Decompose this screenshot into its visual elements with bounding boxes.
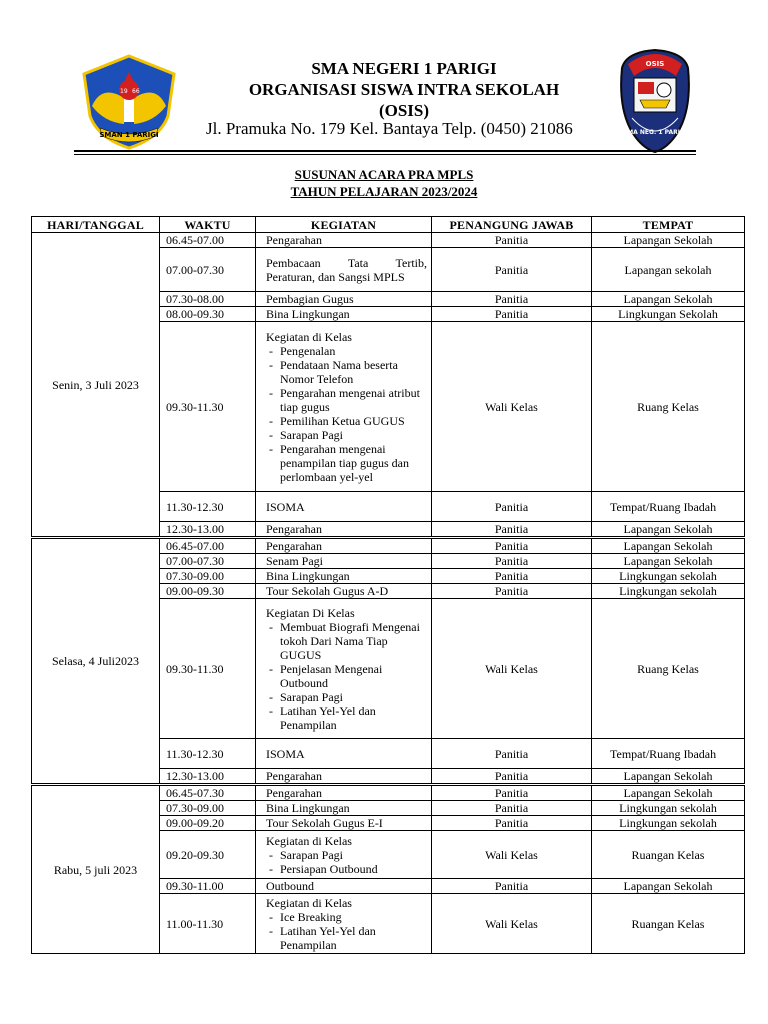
place-cell: Lingkungan Sekolah [592, 307, 745, 322]
activity-list [266, 620, 427, 732]
pic-cell: Panitia [432, 292, 592, 307]
place-cell: Tempat/Ruang Ibadah [592, 492, 745, 522]
activity-heading: Kegiatan di Kelas [266, 329, 352, 344]
pic-cell: Panitia [432, 569, 592, 584]
letterhead [190, 58, 618, 121]
place-cell: Lingkungan sekolah [592, 816, 745, 831]
pic-cell: Panitia [432, 522, 592, 538]
activity-cell: Bina Lingkungan [256, 307, 432, 322]
activity-cell: Bina Lingkungan [256, 569, 432, 584]
osis-logo [618, 48, 692, 154]
activity-heading: Kegiatan di Kelas [266, 895, 352, 910]
activity-cell: Bina Lingkungan [256, 801, 432, 816]
pic-cell: Panitia [432, 879, 592, 894]
list-item: - Sarapan Pagi [266, 690, 427, 704]
activity-cell: Pembagian Gugus [256, 292, 432, 307]
place-cell: Lapangan Sekolah [592, 233, 745, 248]
time-cell: 09.30-11.30 [160, 322, 256, 492]
place-cell: Lapangan Sekolah [592, 292, 745, 307]
activity-list [266, 910, 427, 952]
day-date-cell: Senin, 3 Juli 2023 [32, 233, 160, 538]
time-cell: 07.00-07.30 [160, 248, 256, 292]
pic-cell: Panitia [432, 307, 592, 322]
column-header: KEGIATAN [256, 217, 432, 233]
organization-name: ORGANISASI SISWA INTRA SEKOLAH [248, 80, 560, 99]
activity-cell [256, 322, 432, 492]
time-cell: 09.30-11.00 [160, 879, 256, 894]
time-cell: 12.30-13.00 [160, 522, 256, 538]
time-cell: 09.30-11.30 [160, 599, 256, 739]
time-cell: 12.30-13.00 [160, 769, 256, 785]
time-cell: 09.00-09.20 [160, 816, 256, 831]
list-item: - Ice Breaking [266, 910, 427, 924]
pic-cell: Panitia [432, 492, 592, 522]
activity-cell: Pengarahan [256, 769, 432, 785]
time-cell: 09.20-09.30 [160, 831, 256, 879]
list-item: - Latihan Yel-Yel dan Penampilan [266, 924, 427, 952]
table-row [32, 233, 745, 248]
svg-text:OSIS: OSIS [645, 60, 665, 68]
table-row [32, 538, 745, 554]
place-cell: Lapangan Sekolah [592, 785, 745, 801]
time-cell: 07.30-09.00 [160, 569, 256, 584]
time-cell: 07.00-07.30 [160, 554, 256, 569]
place-cell: Lapangan Sekolah [592, 522, 745, 538]
activity-cell [256, 894, 432, 954]
list-item: - Sarapan Pagi [266, 428, 427, 442]
time-cell: 07.30-08.00 [160, 292, 256, 307]
activity-cell: Pembacaan Tata Tertib, Peraturan, dan Sangsi MPLS [256, 248, 432, 292]
list-item: - Latihan Yel-Yel dan Penampilan [266, 704, 427, 732]
svg-text:SMAN 1 PARIGI: SMAN 1 PARIGI [99, 131, 159, 139]
table-header-row [32, 217, 745, 233]
pic-cell: Panitia [432, 584, 592, 599]
place-cell: Tempat/Ruang Ibadah [592, 739, 745, 769]
table-row [32, 785, 745, 801]
place-cell: Ruang Kelas [592, 322, 745, 492]
activity-cell: ISOMA [256, 492, 432, 522]
activity-cell: Pengarahan [256, 522, 432, 538]
pic-cell: Wali Kelas [432, 322, 592, 492]
letterhead-rule-thin [74, 154, 696, 155]
day-date-cell: Rabu, 5 juli 2023 [32, 785, 160, 954]
place-cell: Lapangan sekolah [592, 248, 745, 292]
pic-cell: Panitia [432, 816, 592, 831]
time-cell: 08.00-09.30 [160, 307, 256, 322]
list-item: - Penjelasan Mengenai Outbound [266, 662, 427, 690]
place-cell: Lingkungan sekolah [592, 569, 745, 584]
svg-text:19: 19 [120, 88, 128, 95]
schedule-table [31, 216, 745, 954]
list-item: - Pengarahan mengenai atribut tiap gugus [266, 386, 427, 414]
place-cell: Ruangan Kelas [592, 894, 745, 954]
document-title: SUSUNAN ACARA PRA MPLS [294, 167, 474, 182]
list-item: - Pengarahan mengenai penampilan tiap gugus dan perlombaan yel-yel [266, 442, 427, 484]
pic-cell: Wali Kelas [432, 894, 592, 954]
list-item: - Pemilihan Ketua GUGUS [266, 414, 427, 428]
pic-cell: Wali Kelas [432, 599, 592, 739]
list-item: - Persiapan Outbound [266, 862, 427, 876]
place-cell: Lingkungan sekolah [592, 801, 745, 816]
pic-cell: Panitia [432, 233, 592, 248]
pic-cell: Panitia [432, 785, 592, 801]
school-address: Jl. Pramuka No. 179 Kel. Bantaya Telp. (0450) 21086 [206, 119, 573, 138]
column-header: WAKTU [160, 217, 256, 233]
column-header: TEMPAT [592, 217, 745, 233]
column-header: PENANGUNG JAWAB [432, 217, 592, 233]
pic-cell: Panitia [432, 739, 592, 769]
list-item: - Sarapan Pagi [266, 848, 427, 862]
place-cell: Ruangan Kelas [592, 831, 745, 879]
activity-list [266, 344, 427, 484]
activity-heading: Kegiatan di Kelas [266, 833, 352, 848]
activity-cell [256, 831, 432, 879]
pic-cell: Wali Kelas [432, 831, 592, 879]
list-item: - Pengenalan [266, 344, 427, 358]
svg-text:66: 66 [132, 88, 140, 95]
pic-cell: Panitia [432, 769, 592, 785]
time-cell: 11.30-12.30 [160, 492, 256, 522]
pic-cell: Panitia [432, 801, 592, 816]
pic-cell: Panitia [432, 248, 592, 292]
pic-cell: Panitia [432, 554, 592, 569]
school-name: SMA NEGERI 1 PARIGI [311, 59, 497, 78]
activity-cell: Tour Sekolah Gugus A-D [256, 584, 432, 599]
activity-list [266, 848, 427, 876]
column-header: HARI/TANGGAL [32, 217, 160, 233]
list-item: - Pendataan Nama beserta Nomor Telefon [266, 358, 427, 386]
pic-cell: Panitia [432, 538, 592, 554]
list-item: - Membuat Biografi Mengenai tokoh Dari Nama Tiap GUGUS [266, 620, 427, 662]
place-cell: Lapangan Sekolah [592, 769, 745, 785]
sman1-parigi-logo [80, 54, 178, 150]
letterhead-rule-thick [74, 150, 696, 152]
activity-cell: Senam Pagi [256, 554, 432, 569]
place-cell: Lapangan Sekolah [592, 554, 745, 569]
place-cell: Lapangan Sekolah [592, 538, 745, 554]
activity-cell: Pengarahan [256, 785, 432, 801]
time-cell: 11.00-11.30 [160, 894, 256, 954]
activity-cell [256, 599, 432, 739]
activity-cell: ISOMA [256, 739, 432, 769]
activity-heading: Kegiatan Di Kelas [266, 605, 355, 620]
place-cell: Ruang Kelas [592, 599, 745, 739]
time-cell: 06.45-07.00 [160, 538, 256, 554]
time-cell: 11.30-12.30 [160, 739, 256, 769]
activity-cell: Pengarahan [256, 538, 432, 554]
time-cell: 06.45-07.30 [160, 785, 256, 801]
svg-text:SMA NEG. 1 PARIGI: SMA NEG. 1 PARIGI [622, 129, 688, 136]
document-subtitle: TAHUN PELAJARAN 2023/2024 [290, 184, 478, 199]
time-cell: 09.00-09.30 [160, 584, 256, 599]
activity-cell: Tour Sekolah Gugus E-I [256, 816, 432, 831]
activity-cell: Outbound [256, 879, 432, 894]
place-cell: Lingkungan sekolah [592, 584, 745, 599]
organization-abbr: (OSIS) [378, 101, 430, 120]
place-cell: Lapangan Sekolah [592, 879, 745, 894]
activity-cell: Pengarahan [256, 233, 432, 248]
time-cell: 07.30-09.00 [160, 801, 256, 816]
day-date-cell: Selasa, 4 Juli2023 [32, 538, 160, 785]
time-cell: 06.45-07.00 [160, 233, 256, 248]
